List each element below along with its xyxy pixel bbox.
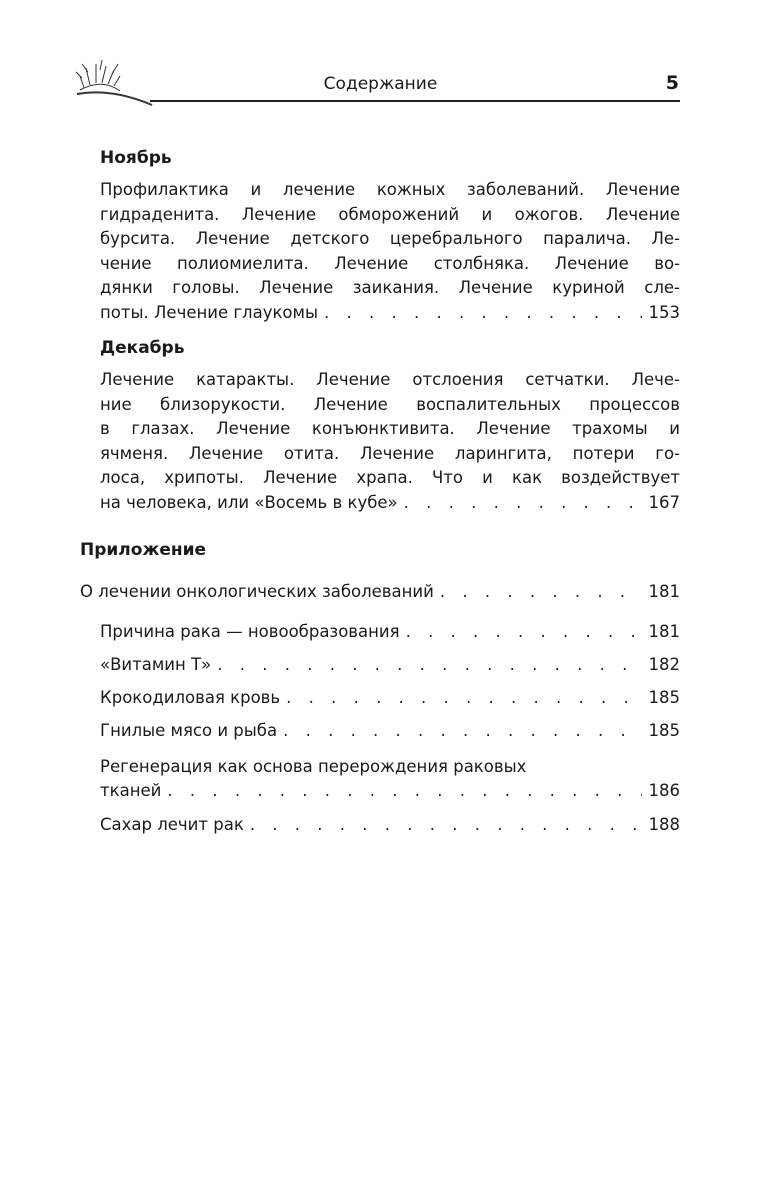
dot-leader — [250, 813, 642, 837]
entry-line: Лечение катаракты. Лечение отслоения сетчатки. Лече- — [100, 370, 680, 389]
entry-title: О лечении онкологических заболеваний — [80, 582, 434, 601]
entry-line: дянки головы. Лечение заикания. Лечение куриной сле- — [100, 278, 680, 297]
toc-entry-november[interactable] — [100, 178, 680, 325]
dot-leader — [167, 779, 642, 803]
entry-title: Крокодиловая кровь — [100, 688, 281, 707]
dot-leader — [217, 653, 642, 677]
toc-entry-december[interactable] — [100, 368, 680, 515]
entry-title: «Витамин Т» — [100, 655, 212, 674]
entry-page: 181 — [648, 582, 680, 601]
entry-line: Регенерация как основа перерождения раковых — [100, 757, 527, 776]
entry-line: на человека, или «Восемь в кубе» — [100, 492, 398, 512]
entry-line: чение полиомиелита. Лечение столбняка. Лечение во- — [100, 253, 680, 273]
entry-page: 167 — [648, 492, 680, 512]
dot-leader — [440, 580, 642, 604]
entry-line: ячменя. Лечение отита. Лечение ларингита, потери го- — [100, 443, 680, 463]
entry-page: 186 — [648, 781, 680, 800]
toc-entry[interactable] — [100, 719, 680, 743]
entry-page: 185 — [648, 721, 680, 740]
section-heading-december: Декабрь — [100, 338, 185, 358]
toc-entry[interactable] — [100, 813, 680, 837]
entry-title: Сахар лечит рак — [100, 815, 244, 834]
entry-line: Профилактика и лечение кожных заболеваний. Лечение — [100, 180, 680, 199]
page-number: 5 — [665, 72, 679, 94]
dot-leader — [283, 719, 642, 743]
toc-entry[interactable] — [100, 620, 680, 644]
dot-leader — [286, 686, 642, 710]
running-header-title: Содержание — [323, 74, 438, 94]
entry-line: лоса, хрипоты. Лечение храпа. Что и как воздействует — [100, 468, 680, 487]
toc-entry-oncology[interactable] — [80, 580, 680, 604]
entry-page: 182 — [648, 655, 680, 674]
toc-entry[interactable] — [100, 686, 680, 710]
entry-page: 188 — [648, 815, 680, 834]
entry-line: в глазах. Лечение конъюнктивита. Лечение трахомы и — [100, 419, 680, 438]
dot-leader — [406, 620, 642, 644]
appendix-heading: Приложение — [80, 540, 207, 560]
dot-leader — [404, 491, 642, 516]
header-rule — [150, 100, 680, 102]
dot-leader — [324, 301, 642, 326]
toc-entry[interactable] — [100, 755, 680, 803]
entry-title: тканей — [100, 781, 162, 800]
entry-line: бурсита. Лечение детского церебрального паралича. Ле- — [100, 229, 680, 248]
entry-line: поты. Лечение глаукомы — [100, 302, 319, 322]
entry-title: Гнилые мясо и рыба — [100, 721, 278, 740]
entry-line: гидраденита. Лечение обморожений и ожогов. Лечение — [100, 204, 680, 224]
entry-title: Причина рака — новообразования — [100, 622, 400, 641]
entry-line: ние близорукости. Лечение воспалительных процессов — [100, 394, 680, 414]
toc-entry[interactable] — [100, 653, 680, 677]
entry-page: 181 — [648, 622, 680, 641]
entry-page: 153 — [648, 302, 680, 322]
section-heading-november: Ноябрь — [100, 148, 172, 168]
entry-page: 185 — [648, 688, 680, 707]
